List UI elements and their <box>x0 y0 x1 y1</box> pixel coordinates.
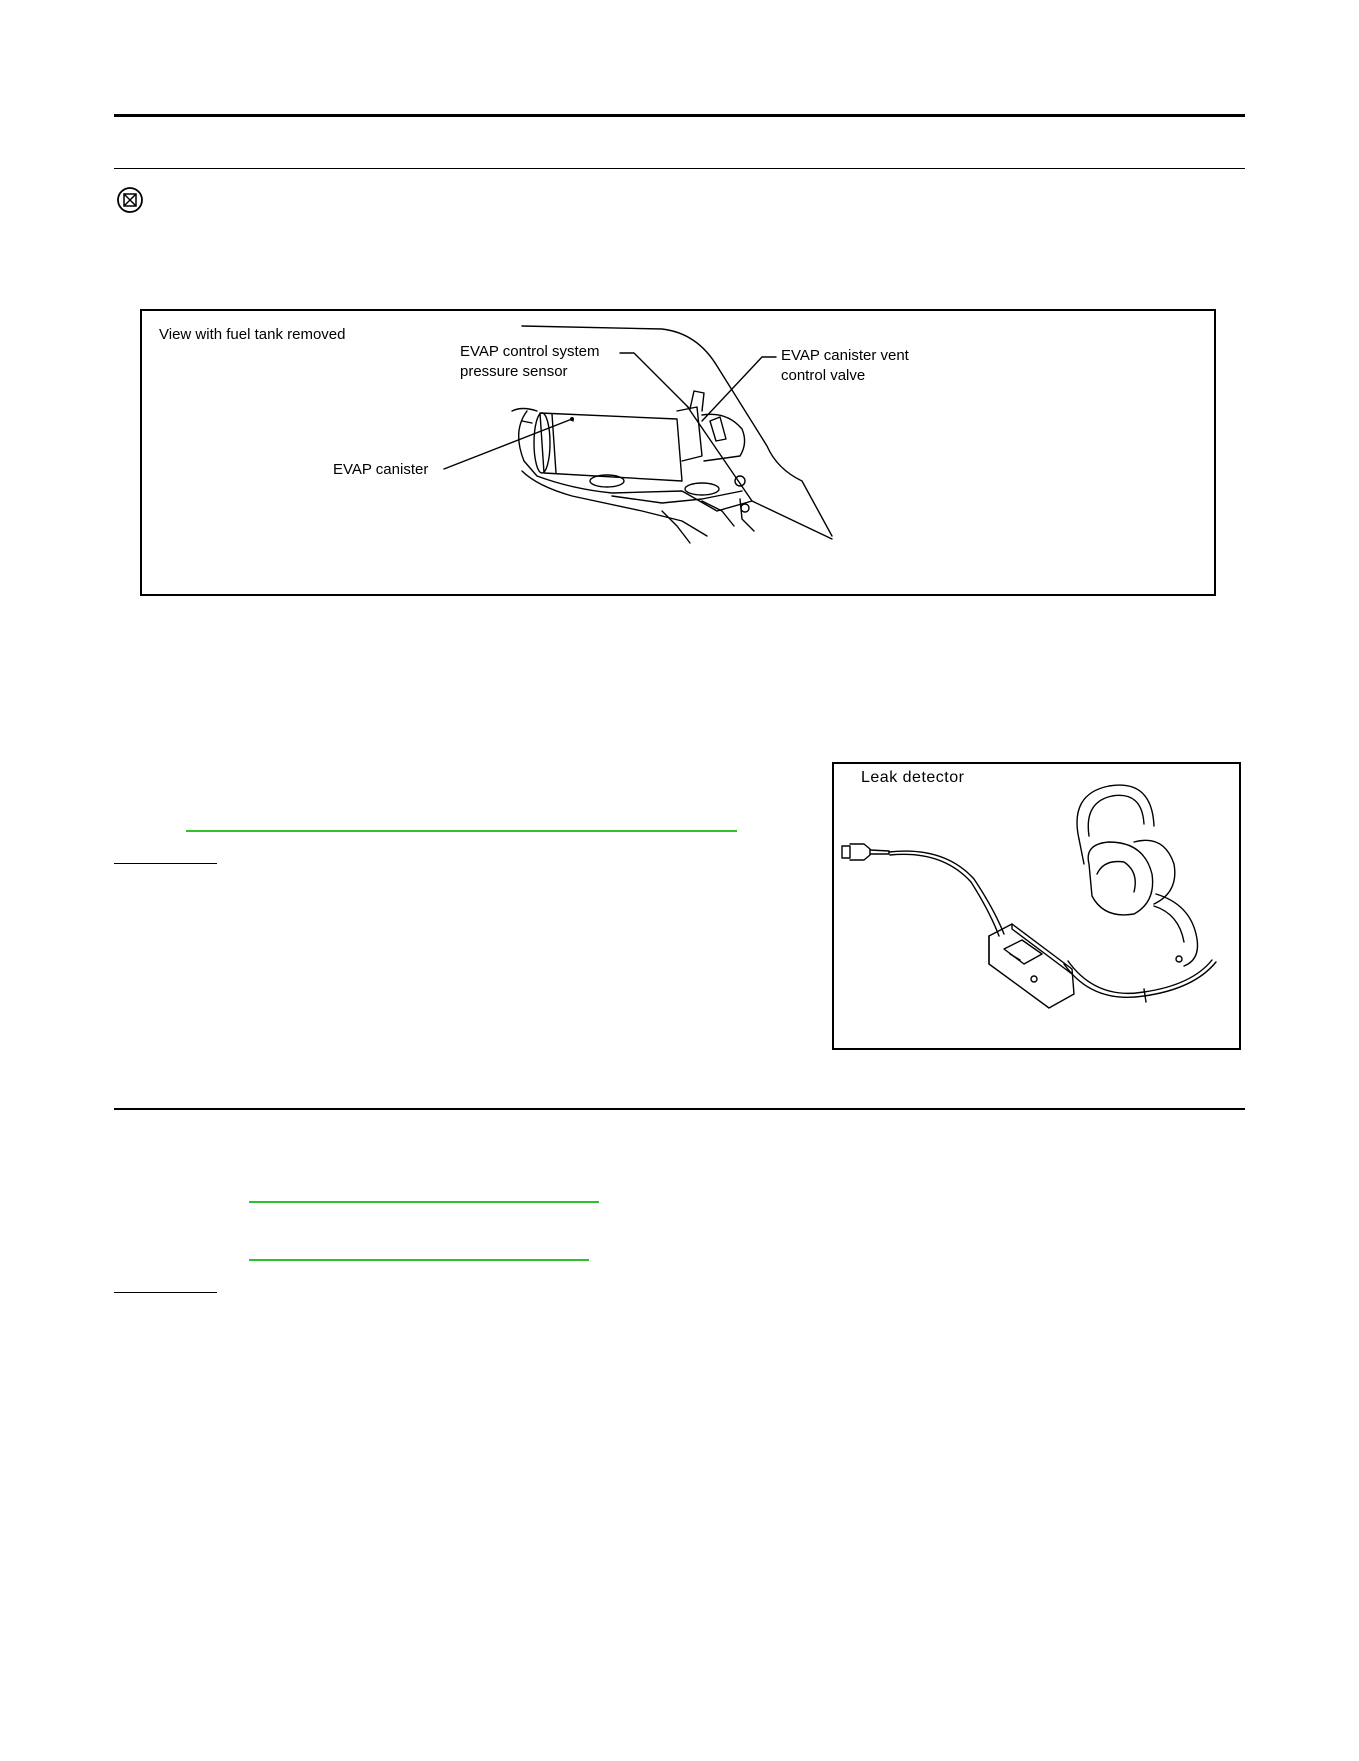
pressure-sensor-label-line2: pressure sensor <box>460 363 568 380</box>
canister-label: EVAP canister <box>333 461 429 478</box>
reference-link-1[interactable] <box>186 830 737 832</box>
reference-link-2[interactable] <box>249 1201 599 1203</box>
vent-valve-label-line2: control valve <box>781 367 866 384</box>
vent-valve-label-line1: EVAP canister vent <box>781 347 909 364</box>
caution-rule-2 <box>114 1292 217 1293</box>
leak-detector-label: Leak detector <box>861 769 965 786</box>
leak-detector-drawing <box>834 764 1239 1048</box>
title-rule <box>114 168 1245 169</box>
no-disassembly-icon <box>116 186 144 214</box>
leak-detector-figure <box>832 762 1241 1050</box>
evap-canister-figure <box>140 309 1216 596</box>
header-rule <box>114 114 1245 117</box>
canister-drawing <box>142 311 1214 594</box>
figure-view-label: View with fuel tank removed <box>159 326 346 343</box>
section-divider <box>114 1108 1245 1110</box>
caution-rule-1 <box>114 863 217 864</box>
reference-link-3[interactable] <box>249 1259 589 1261</box>
pressure-sensor-label-line1: EVAP control system <box>460 343 600 360</box>
